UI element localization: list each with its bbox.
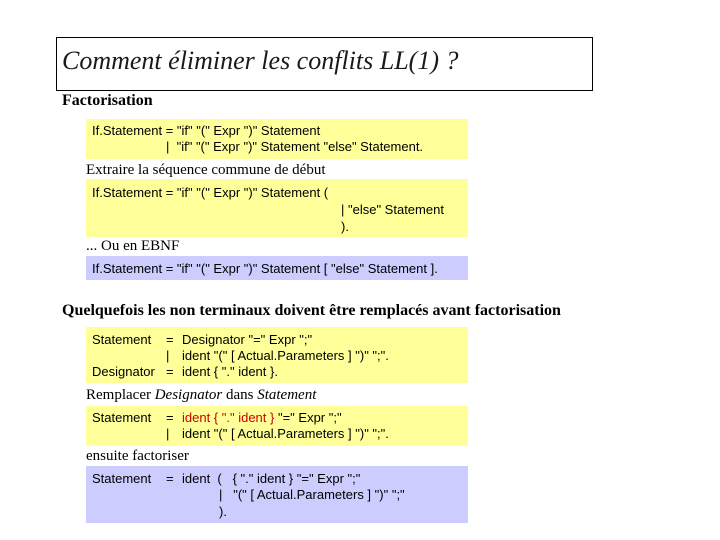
code-rhs	[182, 410, 342, 426]
note-target: Statement	[257, 387, 317, 403]
code-rhs: ident "(" [ Actual.Parameters ] ")" ";".	[182, 348, 389, 363]
code-bar: |	[166, 348, 170, 363]
code-rhs: Designator "=" Expr ";"	[182, 332, 313, 347]
code-line: ).	[219, 504, 227, 519]
code-eq: =	[166, 332, 174, 347]
code-line: If.Statement = "if" "(" Expr ")" Statement (	[92, 185, 329, 200]
code-rest: "=" Expr ";"	[274, 410, 342, 425]
code-bar: |	[166, 426, 170, 441]
code-lhs: Statement	[92, 332, 152, 347]
slide-title: Comment éliminer les conflits LL(1) ?	[62, 46, 459, 75]
code-line: If.Statement = "if" "(" Expr ")" Statement	[92, 123, 321, 138]
code-line: If.Statement = "if" "(" Expr ")" Statement [ "else" Statement ].	[92, 261, 438, 276]
code-block-original	[86, 119, 468, 159]
note-text: Remplacer	[86, 387, 155, 403]
code-rhs: ident { "." ident }.	[182, 364, 278, 379]
note-factor: ensuite factoriser	[86, 448, 189, 464]
note-nonterminal: Designator	[154, 387, 223, 403]
code-line: ).	[341, 219, 349, 234]
code-eq: =	[166, 364, 174, 379]
code-line: | "else" Statement	[341, 202, 444, 217]
code-lhs: Designator	[92, 364, 155, 379]
code-block-ebnf	[86, 256, 468, 280]
code-line: | "if" "(" Expr ")" Statement "else" Statement.	[166, 139, 424, 154]
code-block-substituted	[86, 406, 468, 446]
note-ebnf: ... Ou en EBNF	[86, 238, 180, 254]
section-heading-replace: Quelquefois les non terminaux doivent être remplacés avant factorisation	[62, 302, 561, 319]
note-text: dans	[222, 387, 258, 403]
code-rhs: ident ( { "." ident } "=" Expr ";"	[182, 471, 361, 486]
note-replace	[86, 387, 316, 404]
section-heading-factorisation: Factorisation	[62, 92, 153, 109]
code-block-designator	[86, 327, 468, 383]
code-substituted-part: ident { "." ident }	[182, 410, 275, 425]
code-lhs: Statement	[92, 471, 152, 486]
code-eq: =	[166, 410, 174, 425]
note-extract: Extraire la séquence commune de début	[86, 162, 326, 178]
title-box	[56, 37, 593, 91]
code-rhs: ident "(" [ Actual.Parameters ] ")" ";".	[182, 426, 389, 441]
code-lhs: Statement	[92, 410, 152, 425]
code-eq: =	[166, 471, 174, 486]
code-block-final	[86, 466, 468, 523]
code-block-factored	[86, 179, 468, 237]
code-line: | "(" [ Actual.Parameters ] ")" ";"	[219, 487, 405, 502]
